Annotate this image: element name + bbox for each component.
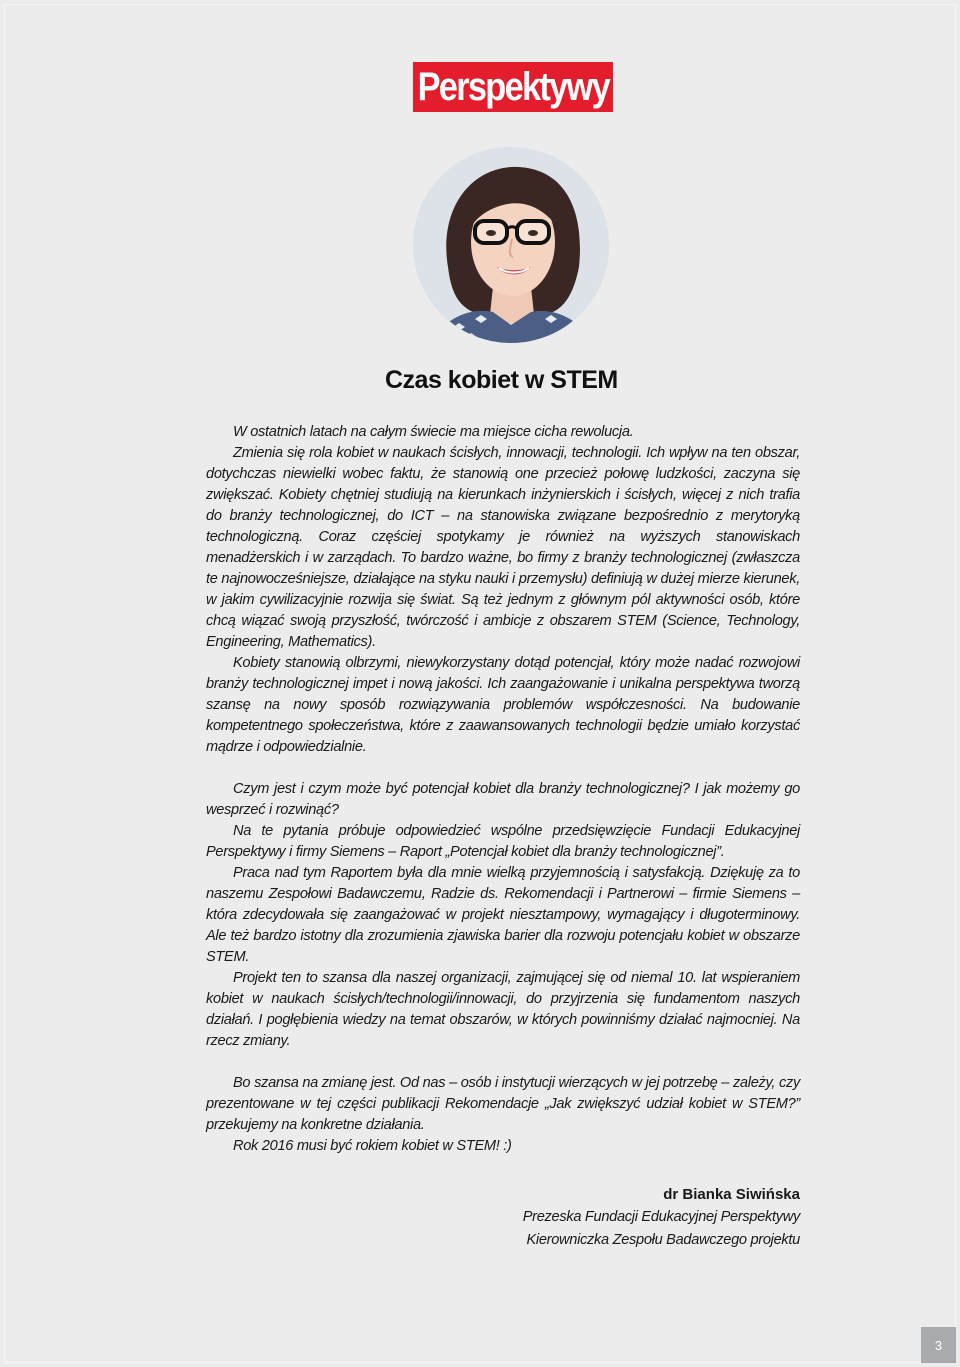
logo-text: Perspektywy: [417, 65, 609, 109]
page-title: Czas kobiet w STEM: [385, 366, 618, 394]
paragraph: Bo szansa na zmianę jest. Od nas – osób i instytucji wierzących w jej potrzebę – zależy, czy prezentowane w tej części publikacji Rekomendacje „Jak zwiększyć udział kobiet w STEM?” przekujemy na konkretne działania.: [206, 1075, 800, 1133]
signature-role: Prezeska Fundacji Edukacyjnej Perspektywy: [522, 1209, 800, 1225]
paragraph: Zmienia się rola kobiet w naukach ścisłych, innowacji, technologii. Ich wpływ na ten obszar, dotychczas niewielki wobec faktu, że stanowią one przecież połowę ludzkości, zaczyna się zwiększać. Kobiety chętniej studiują na kierunkach inżynierskich i ścisłych, więcej z nich trafia do branży technologicznej, do ICT – na stanowiska związane bezpośrednio z merytoryką technologiczną. Coraz częściej spotykamy je również na wyższych stanowiskach menadżerskich i w zarządach. To bardzo ważne, bo firmy z branży technologicznej (zwłaszcza te najnowocześniejsze, działające na styku nauki i przemysłu) definiują w dużej mierze kierunek, w jakim cywilizacyjnie rozwija się świat. Są też jednym z głównym pól aktywności osób, które chcą wiązać swoją przyszłość, twórczość i ambicje z obszarem STEM (Science, Technology, Engineering, Mathematics).: [206, 445, 800, 650]
article-body: [206, 422, 800, 1157]
signature-name: dr Bianka Siwińska: [663, 1186, 800, 1203]
perspektywy-logo: [413, 62, 613, 112]
paragraph: Praca nad tym Raportem była dla mnie wielką przyjemnością i satysfakcją. Dziękuję za to naszemu Zespołowi Badawczemu, Radzie ds. Rekomendacji i Partnerowi – firmie Siemens – która zdecydowała się zaangażować w projekt niesztampowy, wymagający i długoterminowy. Ale też bardzo istotny dla zrozumienia zjawiska barier dla rozwoju potencjału kobiet w obszarze STEM.: [206, 865, 800, 965]
author-portrait: [413, 147, 609, 343]
paragraph: Projekt ten to szansa dla naszej organizacji, zajmującej się od niemal 10. lat wspieraniem kobiet w naukach ścisłych/technologii/innowacji, do przyjrzenia się fundamentom naszych działań. I pogłębienia wiedzy na temat obszarów, w których powinniśmy działać najmocniej. Na rzecz zmiany.: [206, 970, 800, 1049]
paragraph: Na te pytania próbuje odpowiedzieć wspólne przedsięwzięcie Fundacji Edukacyjnej Perspektywy i firmy Siemens – Raport „Potencjał kobiet dla branży technologicznej”.: [206, 823, 800, 860]
paragraph: W ostatnich latach na całym świecie ma miejsce cicha rewolucja.: [233, 424, 634, 440]
portrait-illustration: [413, 147, 609, 343]
paragraph: Kobiety stanowią olbrzymi, niewykorzystany dotąd potencjał, który może nadać rozwojowi branży technologicznej impet i nową jakości. Ich zaangażowanie i unikalna perspektywa tworzą szansę na nowy sposób rozwiązywania problemów współczesności. Na budowanie kompetentnego społeczeństwa, które z zaawansowanych technologii będzie umiało korzystać mądrze i odpowiedzialnie.: [206, 655, 800, 755]
paragraph-gap: [206, 758, 800, 779]
page-number: 3: [921, 1327, 956, 1363]
signature-block: [400, 1184, 800, 1252]
paragraph: Czym jest i czym może być potencjał kobiet dla branży technologicznej? I jak możemy go wesprzeć i rozwinąć?: [206, 781, 800, 818]
paragraph-gap: [206, 1052, 800, 1073]
signature-role: Kierowniczka Zespołu Badawczego projektu: [526, 1232, 800, 1248]
paragraph: Rok 2016 musi być rokiem kobiet w STEM! :): [233, 1138, 512, 1154]
